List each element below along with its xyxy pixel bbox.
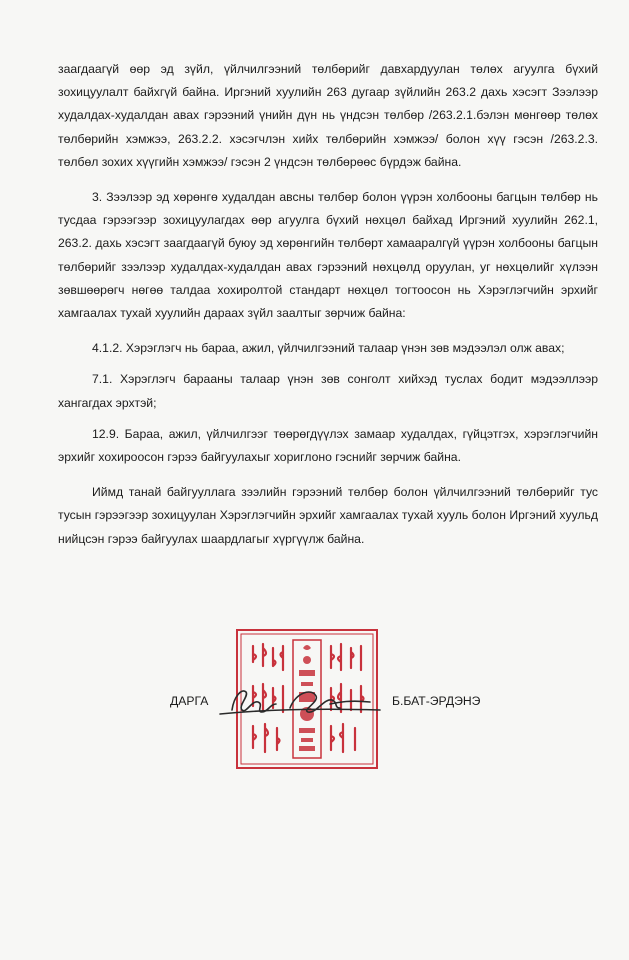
clause-7-1: 7.1. Хэрэглэгч барааны талаар үнэн зөв сонголт хийхэд туслах бодит мэдээллээр хангагдах эрхтэй;	[58, 372, 598, 410]
signatory-name: Б.БАТ-ЭРДЭНЭ	[392, 694, 481, 708]
paragraph-point-3: 3. Зээлээр эд хөрөнгө худалдан авсны төлбөр болон үүрэн холбооны багцын төлбөр нь тусдаа гэрээгээр зохицуулагдах өөр агуулга бүхий нөхцөл байхад Иргэний хуулийн 262.1, 263.2. дахь хэсэгт заагдаагүй буюу эд хөрөнгийн төлбөрт хамааралгүй үүрэн холбооны багцын төлбөрийг зээлээр худалдах-худалдан авах гэрээний нөхцөлд оруулан, уг нөхцөлийг хүлээн зөвшөөрөгч нөгөө талдаа хохиролтой стандарт нөхцөл тогтоосон нь Хэрэглэгчийн эрхийг хамгаалах тухай хуулийн дараах зүйл заалтыг зөрчиж байна:	[58, 190, 598, 321]
clause-12-9: 12.9. Бараа, ажил, үйлчилгээг төөрөгдүүлэх замаар худалдах, гүйцэтгэх, хэрэглэгчийн эрхийг хохироосон гэрээ байгуулахыг хориглоно гэснийг зөрчиж байна.	[58, 426, 598, 465]
document-body	[58, 58, 598, 551]
paragraph-continuation: заагдаагүй өөр эд зүйл, үйлчилгээний төлбөрийг давхардуулан төлөх агуулга бүхий зохицуулалт байхгүй байна. Иргэний хуулийн 263 дугаар зүйлийн 263.2 дахь хэсэгт Зээлээр худалдах-худалдан авах гэрээний үнийн дүн нь үндсэн төлбөр /263.2.1.бэлэн мөнгөөр төлөх төлбөрийн хэмжээ, 263.2.2. хэсэгчлэн хийх төлбөрийн хэмжээ/ болон хүү гэсэн /263.2.3. төлбөл зохих хүүгийн хэмжээ/ гэсэн 2 үндсэн төлбөрөөс бүрдэж байна.	[58, 62, 598, 169]
signatory-title: ДАРГА	[170, 694, 209, 708]
paragraph-conclusion: Иймд танай байгууллага зээлийн гэрээний төлбөр болон үйлчилгээний төлбөрийг тус тусын гэрээгээр зохицуулан Хэрэглэгчийн эрхийг хамгаалах тухай хууль болон Иргэний хуульд нийцсэн гэрээ байгуулах шаардлагыг хүргүүлж байна.	[58, 485, 598, 546]
clause-4-1-2: 4.1.2. Хэрэглэгч нь бараа, ажил, үйлчилгээний талаар үнэн зөв мэдээлэл олж авах;	[92, 341, 565, 356]
signature-block	[170, 690, 530, 714]
